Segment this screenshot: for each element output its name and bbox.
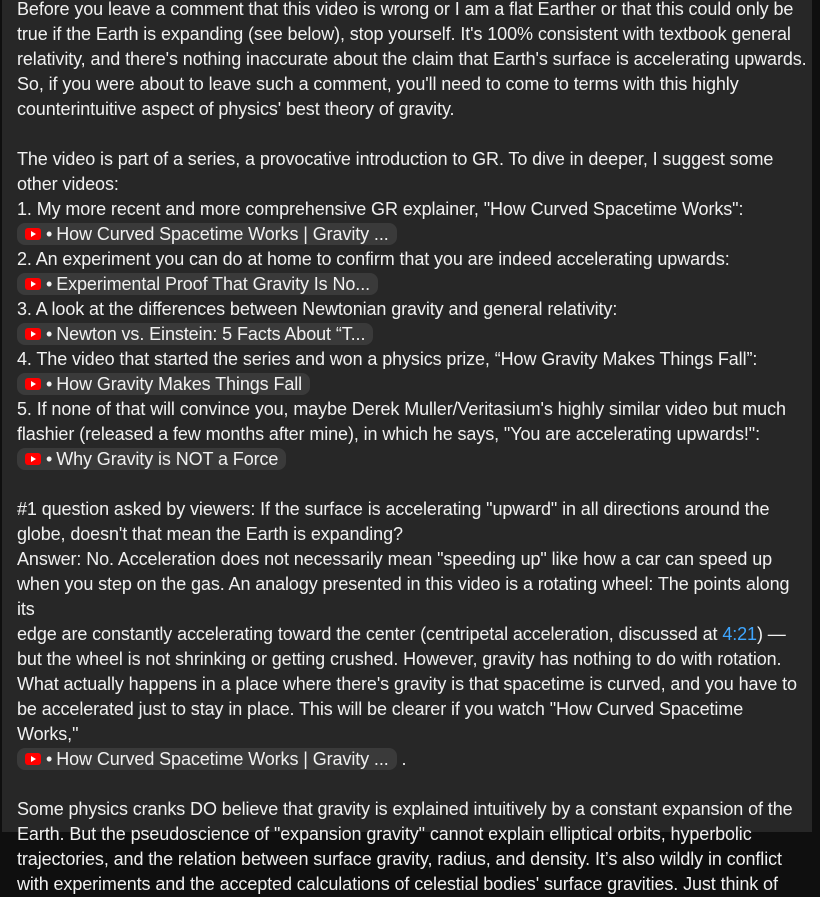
text-line: Before you leave a comment that this video is wrong or I am a flat Earther or that this could only be <box>17 0 794 19</box>
chip-separator: • <box>46 223 53 244</box>
text-line: trajectories, and the relation between surface gravity, radius, and density. It’s also wildly in conflict <box>17 849 782 869</box>
text-line: but the wheel is not shrinking or getting crushed. However, gravity has nothing to do with rotation. <box>17 649 782 669</box>
youtube-logo-icon <box>25 328 41 340</box>
description-panel <box>2 0 812 894</box>
video-link-chip[interactable] <box>17 223 397 245</box>
video-link-title: How Curved Spacetime Works | Gravity ... <box>56 748 389 769</box>
list-item: 1. My more recent and more comprehensive GR explainer, "How Curved Spacetime Works": <box>17 199 744 219</box>
chip-separator: • <box>46 448 53 469</box>
list-item: 2. An experiment you can do at home to confirm that you are indeed accelerating upwards: <box>17 249 730 269</box>
video-link-title: Newton vs. Einstein: 5 Facts About “T... <box>56 323 366 344</box>
blank-line <box>17 472 807 497</box>
faq-paragraph <box>17 497 807 772</box>
text-line: globe, doesn't that mean the Earth is expanding? <box>17 524 403 544</box>
video-link-title: How Curved Spacetime Works | Gravity ... <box>56 223 389 244</box>
video-link-line <box>17 272 807 297</box>
text-line: true if the Earth is expanding (see below), stop yourself. It's 100% consistent with textbook general <box>17 24 791 44</box>
youtube-logo-icon <box>25 453 41 465</box>
list-item: 4. The video that started the series and won a physics prize, “How Gravity Makes Things Fall”: <box>17 349 758 369</box>
text-line: when you step on the gas. An analogy presented in this video is a rotating wheel: The points along its <box>17 574 790 619</box>
chip-separator: • <box>46 273 53 294</box>
video-link-chip[interactable] <box>17 273 378 295</box>
text-line: #1 question asked by viewers: If the surface is accelerating "upward" in all directions around the <box>17 499 770 519</box>
video-link-chip[interactable] <box>17 323 373 345</box>
video-link-line <box>17 372 807 397</box>
text-line <box>17 622 807 647</box>
chip-separator: • <box>46 748 53 769</box>
video-description <box>17 0 807 897</box>
video-link-title: Why Gravity is NOT a Force <box>56 448 279 469</box>
video-link-line <box>17 447 807 472</box>
text-line: The video is part of a series, a provocative introduction to GR. To dive in deeper, I suggest some <box>17 149 774 169</box>
text-line: Some physics cranks DO believe that gravity is explained intuitively by a constant expansion of the <box>17 799 793 819</box>
text-line: relativity, and there's nothing inaccurate about the claim that Earth's surface is accelerating upwards. <box>17 49 807 69</box>
video-link-title: How Gravity Makes Things Fall <box>56 373 303 394</box>
video-link-chip[interactable] <box>17 448 286 470</box>
chip-separator: • <box>46 373 53 394</box>
timestamp-link[interactable]: 4:21 <box>722 624 757 644</box>
page-background-edge <box>812 0 820 832</box>
video-link-line <box>17 747 807 772</box>
text-fragment: . <box>396 749 407 769</box>
text-line: flashier (released a few months after mine), in which he says, "You are accelerating upwards!": <box>17 424 760 444</box>
text-line: What actually happens in a place where there's gravity is that spacetime is curved, and you have to <box>17 674 797 694</box>
text-line: So, if you were about to leave such a comment, you'll need to come to terms with this highly <box>17 74 739 94</box>
youtube-logo-icon <box>25 278 41 290</box>
youtube-logo-icon <box>25 228 41 240</box>
text-fragment: ) — <box>756 624 786 644</box>
video-link-chip[interactable] <box>17 748 397 770</box>
cranks-paragraph <box>17 797 807 897</box>
video-link-line <box>17 222 807 247</box>
series-paragraph <box>17 147 807 472</box>
intro-paragraph <box>17 0 807 122</box>
text-fragment: edge are constantly accelerating toward the center (centripetal acceleration, discussed at <box>17 624 723 644</box>
video-link-title: Experimental Proof That Gravity Is No... <box>56 273 370 294</box>
list-item: 3. A look at the differences between Newtonian gravity and general relativity: <box>17 299 618 319</box>
blank-line <box>17 772 807 797</box>
text-line: be accelerated just to stay in place. This will be clearer if you watch "How Curved Spacetime Works," <box>17 699 744 744</box>
youtube-logo-icon <box>25 753 41 765</box>
video-link-line <box>17 322 807 347</box>
text-line: Earth. But the pseudoscience of "expansion gravity" cannot explain elliptical orbits, hyperbolic <box>17 824 752 844</box>
video-link-chip[interactable] <box>17 373 310 395</box>
youtube-logo-icon <box>25 378 41 390</box>
blank-line <box>17 122 807 147</box>
list-item: 5. If none of that will convince you, maybe Derek Muller/Veritasium's highly similar video but much <box>17 399 786 419</box>
text-line: counterintuitive aspect of physics' best theory of gravity. <box>17 99 455 119</box>
text-line: Answer: No. Acceleration does not necessarily mean "speeding up" like how a car can speed up <box>17 549 773 569</box>
text-line: other videos: <box>17 174 119 194</box>
chip-separator: • <box>46 323 53 344</box>
text-line: with experiments and the accepted calculations of celestial bodies' surface gravities. Just think of <box>17 874 778 894</box>
